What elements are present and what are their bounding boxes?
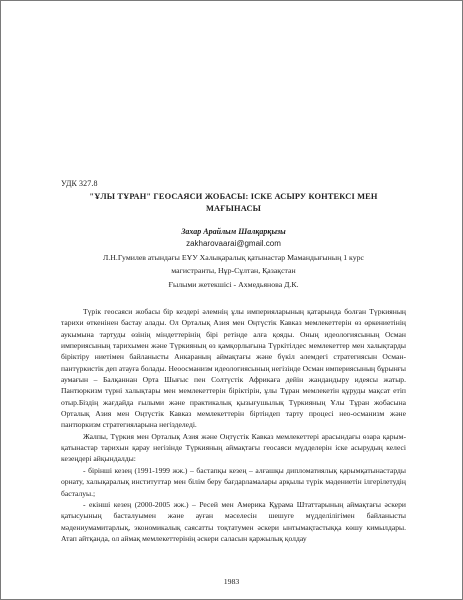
article-body — [61, 306, 406, 544]
paragraph-stage-2: - екінші кезең (2000-2005 жж.) – Ресей мен Америка Құрама Штаттарының аймақтағы әскери қатысуының басталуымен және ауған мәселесін шешуге мүдделілігімен байланысты мәдениумамитарлық, экономикалық саясатты тоқтатумен әскери ынтымақтастыққа көшу кимылдары. Атап айтқанда, ол аймақ мемлекеттерінің әскери саласын қаржылық қолдау — [61, 499, 406, 543]
affiliation-line-1: Л.Н.Гумилев атындағы ЕҰУ Халықаралық қатынастар Мамандығының 1 курс — [103, 253, 364, 262]
article-title: "ҰЛЫ ТҰРАН" ГЕОСАЯСИ ЖОБАСЫ: ІСКЕ АСЫРУ КОНТЕКСІ МЕН МАҒЫНАСЫ — [89, 192, 378, 213]
paragraph-stage-1: - бірінші кезең (1991-1999 жж.) – бастапқы кезең – алғашқы дипломатиялық қарымқатынастарды орнату, халықаралық институттар мен білім беру бағдарламалары арқылы түрік мәдениетін ілгерілетудің басталуы.; — [61, 465, 406, 498]
page-number: 1983 — [223, 577, 240, 586]
udk-code: УДК 327.8 — [61, 179, 98, 188]
author-name: Захар Арайлым Шалқарқызы — [181, 227, 286, 236]
affiliation-line-2: магистранты, Нұр-Сұлтан, Қазақстан — [171, 266, 296, 275]
supervisor-line: Ғылыми жетекшісі - Ахмедьянова Д.К. — [168, 280, 299, 289]
paragraph-stages-intro: Жалпы, Түркия мен Орталық Азия және Оңтүстік Кавказ мемлекеттері арасындағы өзара қарым-қатынастар тарихын қарау негізінде Түркияның аймақтағы геосаяси мүдделерін іске асырудың келесі кезеңдері айқындалды: — [61, 431, 406, 464]
author-email: zakharovaarai@gmail.com — [186, 239, 281, 248]
paragraph-intro: Түрік геосаяси жобасы бір кездері әлемнің ұлы империяларының қатарында болған Түркияның тарихи өткенінен бастау алады. Ол Орталық Азия мен Оңтүстік Кавказ мемлекеттерін өз өркениетінің аукымына тартуды өзінің міндеттерінің бірі ретінде алға қояды. Оның идеологиясының Осман империясының тарихымен және Түркияның өз қамқорлығына Түркітілдес мемлекеттер мен халықтарды біріктіру ниетімен байланысты Анкараның аймақтағы және бүкіл әлемдегі стратегиясын Осман-пантүркистік деп атауға болады. Неоосманизм идеологиясының негізінде Осман империясының бұрынғы аумағын – Балқаннан Орта Шығыс пен Солтүстік Африкаға дейін жандандыру идеясы жатыр. Пантюркизм түрні халықтары мен мемлекеттерін біріктірін, ұлы Тұран мемлекетін құруды мақсат етіп отыр.Біздің жағдайда ғылыми және практикалық қызығушылық Түркияның Ұлы Тұран жобасына Орталық Азия мен Оңтүстік Кавказ мемлекеттерін біртіндеп тарту процесі нео-османизм және пантюркизм стратегияларына негізделеді. — [61, 307, 406, 430]
